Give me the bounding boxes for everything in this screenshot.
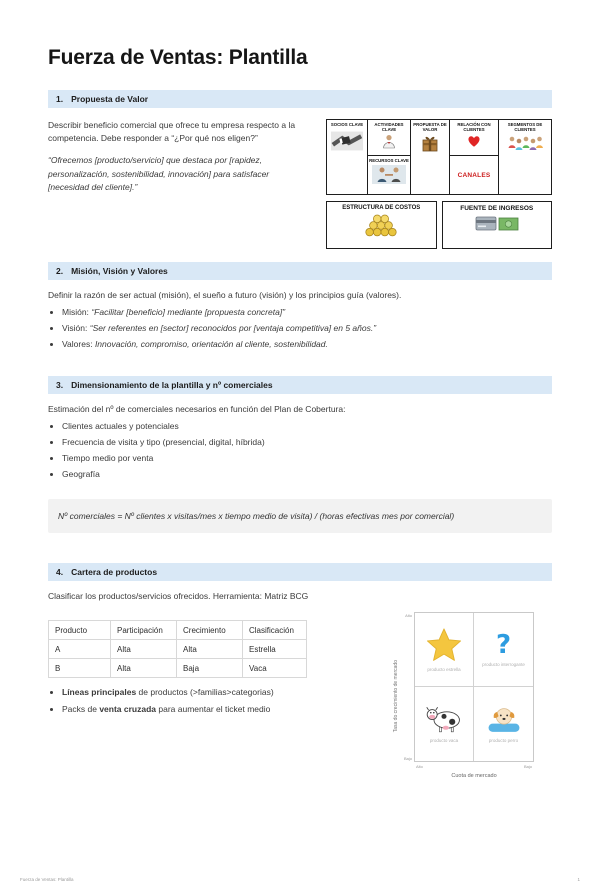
bmc-label-actividades: ACTIVIDADES CLAVE (374, 122, 404, 133)
cartera-paragraph: Clasificar los productos/servicios ofrecidos. Herramienta: Matriz BCG (48, 591, 309, 602)
star-icon (425, 627, 463, 663)
section-header-mision (48, 262, 552, 280)
bmc-box-propuesta-de-valor (410, 119, 450, 195)
document-page (0, 46, 600, 779)
mision-bullet-list (62, 306, 552, 351)
list-item: • Tiempo medio por venta (62, 452, 552, 465)
bullet-text: “Ser referentes en [sector] reconocidos por [ventaja competitiva] en 5 años.” (89, 322, 377, 333)
footer-page-number: 1 (577, 877, 580, 882)
bmc-box-relacion-clientes (449, 119, 499, 156)
productos-table (48, 620, 307, 678)
bmc-label-socios: SOCIOS CLAVE (330, 122, 364, 127)
bcg-quadrant-label: producto estrella (427, 667, 461, 673)
bmc-label-costos: ESTRUCTURA DE COSTOS (342, 205, 421, 211)
propuesta-paragraph: Describir beneficio comercial que ofrece tu empresa respecto a la competencia. Debe responder a “¿Por qué nos eligen?” (48, 120, 296, 144)
bullet-text: para aumentar el ticket medio (156, 703, 271, 714)
table-cell: B (49, 659, 111, 678)
worker-icon (382, 134, 396, 149)
cartera-left-column (48, 610, 316, 779)
question-icon: ? (495, 630, 512, 661)
table-cell: A (49, 640, 111, 659)
gift-icon (421, 134, 439, 153)
dimensionamiento-paragraph: Estimación del nº de comerciales necesarios en función del Plan de Cobertura: (48, 403, 346, 414)
bullet-label: Valores: (62, 339, 93, 350)
bcg-matrix-figure (393, 610, 552, 779)
list-item (62, 322, 552, 335)
bullet-text: de productos (>familias>categorias) (136, 687, 274, 698)
section-title: Propuesta de Valor (71, 94, 149, 104)
bcg-quadrant-estrella (415, 613, 474, 687)
bullet-text: “Facilitar [beneficio] mediante [propuesta concreta]” (91, 306, 286, 317)
dog-icon (484, 706, 524, 734)
list-item (62, 338, 552, 351)
crowd-icon (506, 134, 544, 155)
section-cartera-body (48, 610, 552, 779)
bmc-label-relacion: RELACIÓN CON CLIENTES (457, 122, 491, 133)
bcg-y-tick-labels (402, 612, 414, 762)
coins-icon (362, 213, 400, 237)
bmc-box-actividades-clave (367, 119, 411, 156)
column-header: Crecimiento (177, 621, 243, 640)
cartera-bullet-list (62, 686, 316, 715)
bullet-label: Visión: (62, 322, 88, 333)
bcg-x-high-label: Alto (416, 764, 423, 770)
section-header-dimensionamiento (48, 376, 552, 394)
list-item (62, 686, 316, 699)
bullet-bold-text: Líneas principales (62, 687, 137, 698)
bmc-label-propuesta: PROPUESTA DE VALOR (413, 122, 447, 133)
section-number: 1. (56, 94, 64, 104)
footer-document-title: Fuerza de Ventas: Plantilla (20, 877, 74, 882)
bmc-top-grid (326, 119, 552, 195)
bmc-box-segmentos-clientes (498, 119, 552, 195)
table-cell: Alta (111, 659, 177, 678)
bcg-quadrant-label: producto vaca (429, 737, 459, 743)
table-header-row (49, 621, 307, 640)
bcg-x-low-label: Bajo (523, 764, 532, 770)
section-title: Cartera de productos (71, 567, 158, 578)
column-header: Participación (111, 621, 177, 640)
business-model-canvas-figure (326, 119, 552, 249)
bmc-column-actividades-recursos (367, 119, 411, 195)
money-icon (475, 214, 519, 235)
table-cell: Alta (111, 640, 177, 659)
bcg-y-axis-label: Tasa do crecimiento de mercado (393, 659, 399, 732)
bmc-column-relacion-canales (449, 119, 499, 195)
bcg-x-axis-label: Cuota de mercado (451, 773, 497, 780)
bullet-label: Misión: (62, 306, 89, 317)
bcg-quadrant-label: producto perro (488, 737, 519, 743)
table-cell: Alta (177, 640, 243, 659)
propuesta-example-quote: “Ofrecemos [producto/servicio] que destaca por [rapidez, personalización, sostenibilidad, innovación] para satisfacer [necesidad del cliente].” (48, 155, 270, 192)
bcg-quadrant-interrogante (474, 613, 533, 687)
table-cell: Estrella (243, 640, 307, 659)
table-cell: Baja (177, 659, 243, 678)
bmc-bottom-row (326, 201, 552, 249)
bmc-label-recursos: RECURSOS CLAVE (369, 158, 409, 163)
dimensionamiento-bullet-list (62, 420, 552, 482)
bcg-quadrant-vaca (415, 687, 474, 761)
heart-icon (466, 134, 482, 148)
meeting-icon (372, 165, 406, 184)
section-propuesta-body (48, 119, 552, 249)
section-title: Misión, Visión y Valores (71, 266, 168, 276)
mision-paragraph: Definir la razón de ser actual (misión), el sueño a futuro (visión) y los principios guía (valores). (48, 290, 402, 300)
page-footer (20, 877, 580, 882)
section-header-cartera (48, 563, 552, 581)
bmc-box-canales (449, 155, 499, 195)
list-item: • Clientes actuales y potenciales (62, 420, 552, 433)
bcg-y-high-label: Alto (405, 613, 412, 619)
bmc-label-ingresos: FUENTE DE INGRESOS (460, 205, 534, 212)
formula-callout-box: Nº comerciales = Nº clientes x visitas/mes x tiempo medio de visita) / (horas efectivas mes por comercial) (48, 499, 552, 533)
list-item: • Geografía (62, 468, 552, 481)
bcg-grid (414, 612, 534, 762)
table-cell: Vaca (243, 659, 307, 678)
cow-icon (424, 706, 464, 734)
bmc-box-recursos-clave (367, 155, 411, 195)
bmc-label-canales: CANALES (457, 172, 491, 179)
bcg-quadrant-label: producto interrogante (482, 662, 525, 668)
section-number: 3. (56, 379, 64, 390)
list-item (62, 306, 552, 319)
page-title: Fuerza de Ventas: Plantilla (48, 46, 308, 69)
bcg-x-tick-labels (414, 762, 534, 769)
bullet-bold-text: venta cruzada (99, 703, 157, 714)
column-header: Clasificación (243, 621, 307, 640)
bmc-box-fuente-ingresos (442, 201, 553, 249)
bullet-text: Packs de (62, 703, 100, 714)
handshake-icon (330, 129, 364, 153)
section-number: 2. (56, 266, 64, 276)
section-title: Dimensionamiento de la plantilla y nº comerciales (71, 379, 273, 390)
table-row (49, 659, 307, 678)
bullet-text: Innovación, compromiso, orientación al cliente, sostenibilidad. (94, 339, 328, 350)
column-header: Producto (49, 621, 111, 640)
bmc-box-estructura-costos (326, 201, 437, 249)
section-header-propuesta (48, 90, 552, 108)
bmc-label-segmentos: SEGMENTOS DE CLIENTES (507, 122, 543, 133)
list-item (62, 703, 316, 716)
bcg-quadrant-perro (474, 687, 533, 761)
table-row (49, 640, 307, 659)
section-number: 4. (56, 567, 64, 578)
bmc-box-socios-clave (326, 119, 368, 195)
propuesta-text-column (48, 119, 316, 249)
list-item: • Frecuencia de visita y tipo (presencial, digital, híbrida) (62, 436, 552, 449)
bcg-y-low-label: Bajo (403, 756, 412, 762)
